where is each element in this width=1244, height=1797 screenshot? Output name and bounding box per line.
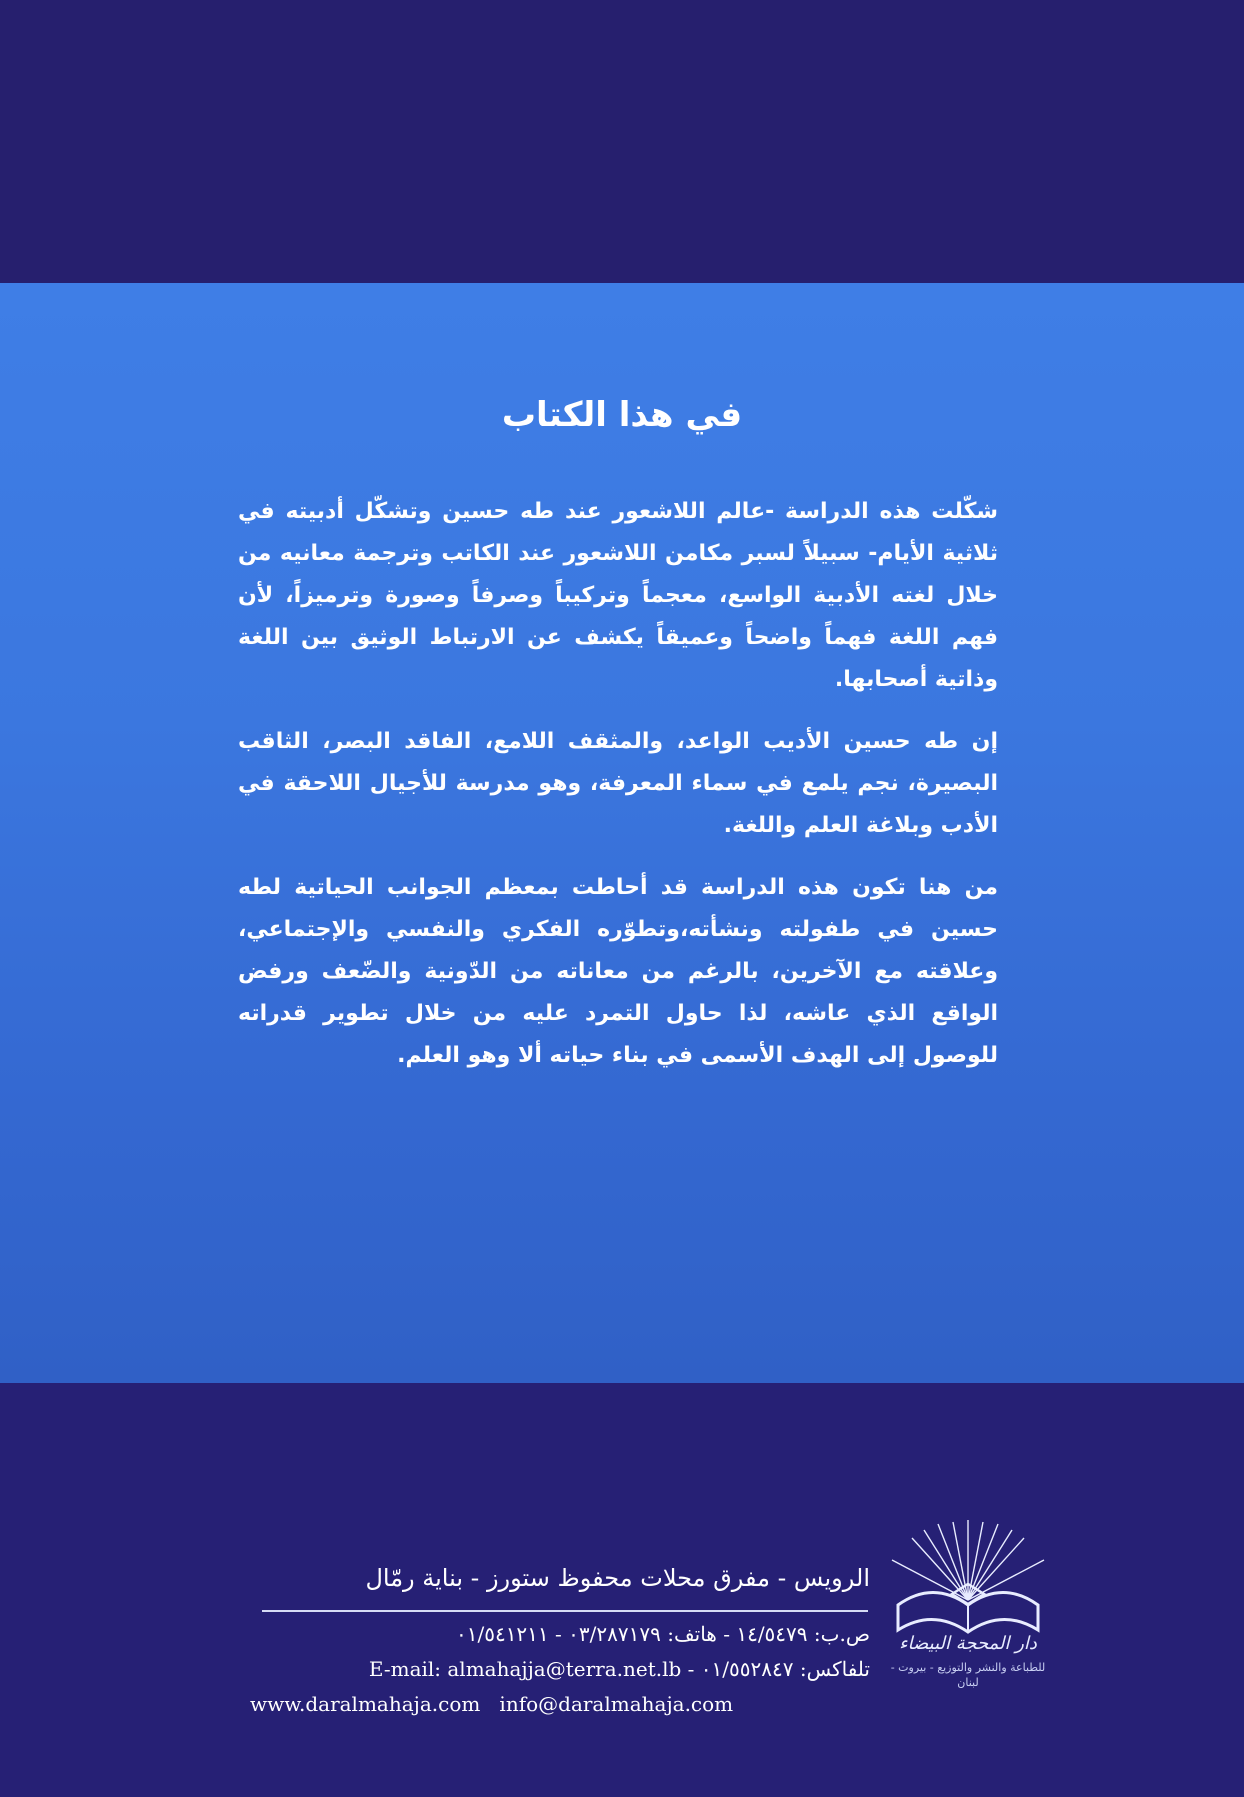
panel-body [238,491,998,1097]
fax-email-line [230,1655,870,1683]
paragraph-3: من هنا تكون هذه الدراسة قد أحاطت بمعظم الجوانب الحياتية لطه حسين في طفولته ونشأته،وتطوّره الفكري والنفسي والإجتماعي، وعلاقته مع الآخرين، بالرغم من معاناته من الدّونية والضّعف ورفض الواقع الذي عاشه، لذا حاول التمرد عليه من خلال تطوير قدراته للوصول إلى الهدف الأسمى في بناء حياته ألا وهو العلم. [238,875,998,1068]
info-email-link[interactable]: info@daralmahaja.com [499,1692,734,1716]
phone-line: ص.ب: ١٤/٥٤٧٩ - هاتف: ٠٣/٢٨٧١٧٩ - ٠١/٥٤١٢١١ [455,1622,870,1646]
email-text: E-mail: almahajja@terra.net.lb [368,1657,682,1681]
publisher-wordmark: دار المحجة البيضاء [899,1633,1037,1654]
publisher-address: الرويس - مفرق محلات محفوظ ستورز - بناية رمّال [365,1564,870,1592]
logo-ray [968,1524,998,1600]
paragraph-1: شكّلت هذه الدراسة -عالم اللاشعور عند طه حسين وتشكّل أدبيته في ثلاثية الأيام- سبيلاً لسبر مكامن اللاشعور عند الكاتب وترجمة معانيه من خلال لغته الأدبية الواسع، معجماً وتركيباً وصرفاً وصورة وترميزاً، لأن فهم اللغة فهماً واضحاً وعميقاً يكشف عن الارتباط الوثيق بين اللغة وذاتية أصحابها. [238,499,998,692]
panel-title: في هذا الكتاب [501,395,743,435]
address-divider [262,1610,868,1612]
website-link[interactable]: www.daralmahaja.com [250,1692,481,1716]
top-color-band [0,0,1244,283]
description-panel [0,283,1244,1383]
web-line [250,1690,870,1718]
paragraph-2: إن طه حسين الأديب الواعد، والمثقف اللامع، الفاقد البصر، الثاقب البصيرة، نجم يلمع في سماء المعرفة، وهو مدرسة للأجيال اللاحقة في الأدب وبلاغة العلم واللغة. [238,729,998,838]
logo-ray [938,1524,968,1600]
fax-label: تلفاكس: ٠١/٥٥٢٨٤٧ - [687,1657,870,1681]
publisher-tagline: للطباعة والنشر والتوزيع - بيروت - لبنان [890,1661,1046,1689]
